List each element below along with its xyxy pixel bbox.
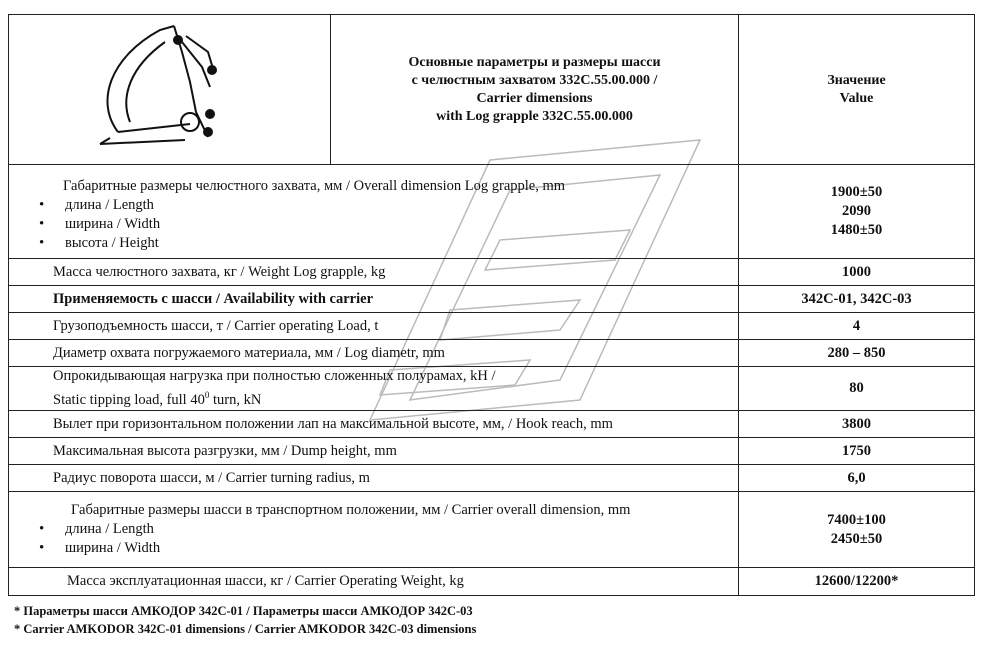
value-line: 2450±50	[830, 530, 883, 547]
footnote: * Параметры шасси АМКОДОР 342С-01 / Параметры шасси АМКОДОР 342С-03	[14, 604, 473, 618]
value-line: 1900±50	[830, 184, 883, 200]
table-header-value	[739, 15, 975, 165]
param-cell	[9, 367, 739, 411]
value-cell: 12600/12200*	[739, 568, 975, 596]
value-cell: 342С-01, 342С-03	[739, 286, 975, 313]
value-cell: 3800	[739, 411, 975, 438]
table-row	[9, 411, 975, 438]
header-title-line: with Log grapple 332С.55.00.000	[436, 108, 633, 124]
table-row	[9, 492, 975, 568]
value-cell: 6,0	[739, 465, 975, 492]
footnote: * Carrier AMKODOR 342C-01 dimensions / Carrier AMKODOR 342C-03 dimensions	[14, 622, 477, 636]
header-value-line: Value	[839, 90, 874, 106]
footnotes	[14, 602, 476, 638]
table-row	[9, 286, 975, 313]
value-cell: 1750	[739, 438, 975, 465]
degree-superscript: 0	[204, 390, 210, 401]
param-cell: Масса эксплуатационная шасси, кг / Carrier Operating Weight, kg	[9, 568, 739, 596]
list-item: • ширина / Width	[53, 215, 738, 234]
spec-table	[8, 14, 975, 596]
param-cell: Максимальная высота разгрузки, мм / Dump height, mm	[9, 438, 739, 465]
header-title-line: Основные параметры и размеры шасси	[408, 54, 661, 70]
param-line: Опрокидывающая нагрузка при полностью сложенных полурамах, kН /	[53, 368, 496, 385]
table-row	[9, 259, 975, 286]
param-cell: Грузоподъемность шасси, т / Carrier operating Load, t	[9, 313, 739, 340]
param-text: Static tipping load, full 40	[53, 391, 205, 408]
value-cell: 1000	[739, 259, 975, 286]
header-title-line: Carrier dimensions	[476, 90, 593, 106]
header-value-line: Значение	[827, 72, 886, 88]
table-row	[9, 568, 975, 596]
table-header-title	[331, 15, 739, 165]
table-row	[9, 465, 975, 492]
value-line: 1480±50	[830, 222, 883, 238]
param-cell: Вылет при горизонтальном положении лап на максимальной высоте, мм, / Hook reach, mm	[9, 411, 739, 438]
list-item: • длина / Length	[53, 520, 738, 539]
param-line	[53, 386, 738, 410]
value-cell	[739, 492, 975, 568]
list-item: • ширина / Width	[53, 539, 738, 558]
list-item: • высота / Height	[53, 234, 738, 253]
param-cell: Масса челюстного захвата, кг / Weight Log grapple, kg	[9, 259, 739, 286]
value-cell: 4	[739, 313, 975, 340]
table-row	[9, 367, 975, 411]
grapple-image-cell	[9, 15, 331, 165]
param-title: Габаритные размеры челюстного захвата, мм / Overall dimension Log grapple, mm	[63, 177, 566, 194]
table-row	[9, 438, 975, 465]
param-cell: Применяемость с шасси / Availability with carrier	[9, 286, 739, 313]
param-text: turn, kN	[209, 391, 262, 408]
value-line: 7400±100	[827, 511, 886, 528]
value-cell	[739, 165, 975, 259]
value-cell: 80	[739, 367, 975, 411]
table-row	[9, 165, 975, 259]
param-cell: Диаметр охвата погружаемого материала, мм / Log diametr, mm	[9, 340, 739, 367]
list-item: • длина / Length	[53, 196, 738, 215]
value-line: 2090	[842, 203, 871, 219]
table-row	[9, 340, 975, 367]
param-cell: Радиус поворота шасси, м / Carrier turning radius, m	[9, 465, 739, 492]
param-cell	[9, 165, 739, 259]
header-title-line: с челюстным захватом 332С.55.00.000 /	[411, 72, 658, 88]
log-grapple-drawing	[90, 22, 250, 152]
param-cell	[9, 492, 739, 568]
table-row	[9, 313, 975, 340]
param-title: Габаритные размеры шасси в транспортном положении, мм / Carrier overall dimension, mm	[71, 502, 631, 518]
value-cell: 280 – 850	[739, 340, 975, 367]
